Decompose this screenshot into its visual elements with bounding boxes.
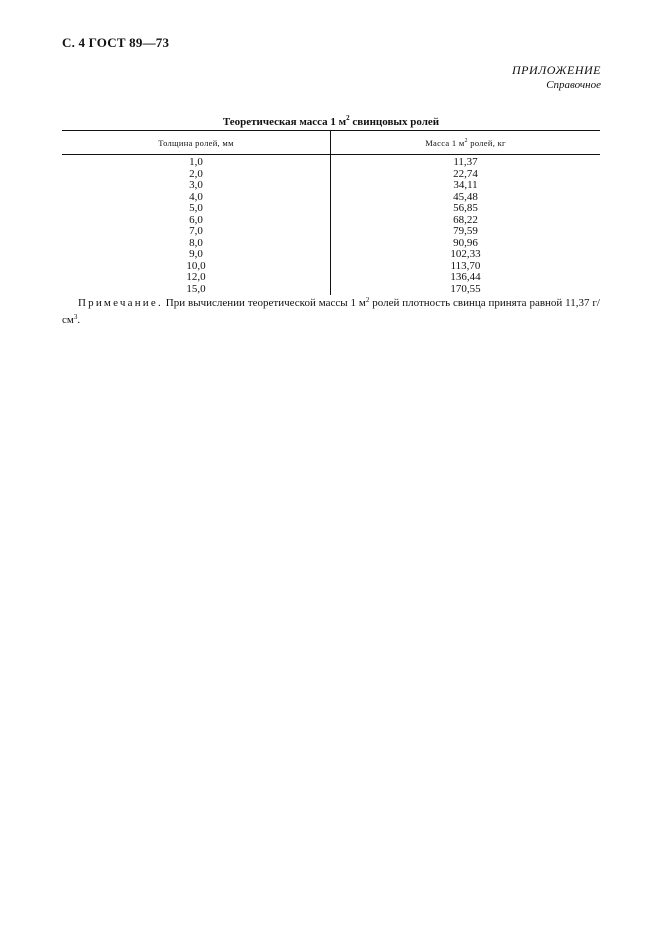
table-title-sup: 2	[346, 114, 350, 122]
thickness-cell: 3,0	[62, 180, 331, 192]
table-row	[62, 203, 600, 215]
mass-cell: 90,96	[453, 236, 478, 249]
appendix-block	[512, 63, 601, 91]
mass-cell: 136,44	[450, 271, 481, 284]
thickness-cell: 15,0	[62, 284, 331, 296]
table-row	[62, 272, 600, 284]
table-row	[62, 249, 600, 261]
note-text-part1: При вычислении теоретической массы 1 м	[162, 297, 366, 309]
mass-cell: 45,48	[453, 190, 478, 203]
mass-table	[62, 130, 600, 295]
mass-cell: 22,74	[453, 167, 478, 180]
table-body	[62, 155, 600, 296]
col-mass-header-sup: 2	[464, 137, 468, 144]
note-text-part2: ролей плотность свинца принята равной 11,37 г/см	[62, 297, 600, 326]
thickness-cell: 4,0	[62, 192, 331, 204]
col-mass-header-suffix: ролей, кг	[467, 137, 506, 148]
thickness-cell: 12,0	[62, 272, 331, 284]
note-text-end: .	[77, 314, 81, 326]
thickness-cell: 2,0	[62, 169, 331, 181]
mass-cell: 11,37	[453, 156, 478, 169]
col-mass-header	[331, 131, 601, 155]
mass-cell: 113,70	[450, 259, 481, 272]
note-label: Примечание.	[78, 297, 163, 309]
note-sup1: 2	[365, 296, 370, 304]
appendix-title: ПРИЛОЖЕНИЕ	[512, 63, 601, 77]
table-row	[62, 169, 600, 181]
thickness-cell: 9,0	[62, 249, 331, 261]
thickness-cell: 10,0	[62, 261, 331, 273]
table-header-row	[62, 131, 600, 155]
table-row	[62, 261, 600, 273]
mass-cell: 79,59	[453, 225, 478, 238]
mass-cell: 102,33	[450, 248, 481, 261]
table-row	[62, 192, 600, 204]
mass-cell: 56,85	[453, 202, 478, 215]
mass-cell: 34,11	[453, 179, 478, 192]
thickness-cell: 6,0	[62, 215, 331, 227]
table-title	[62, 114, 600, 128]
page-header: С. 4 ГОСТ 89—73	[62, 35, 170, 50]
mass-cell: 170,55	[450, 282, 481, 295]
thickness-cell: 5,0	[62, 203, 331, 215]
mass-cell: 68,22	[453, 213, 478, 226]
table-title-prefix: Теоретическая масса 1 м	[222, 116, 347, 128]
note-paragraph	[62, 293, 600, 327]
thickness-cell: 7,0	[62, 226, 331, 238]
table-row	[62, 155, 600, 169]
table-title-suffix: свинцовых ролей	[349, 116, 440, 128]
appendix-subtitle: Справочное	[546, 79, 601, 91]
note-sup2: 3	[73, 313, 78, 321]
col-mass-header-prefix: Масса 1 м	[425, 137, 465, 148]
thickness-cell: 1,0	[62, 155, 331, 169]
col-thickness-header: Толщина ролей, мм	[62, 131, 331, 155]
table-row	[62, 215, 600, 227]
table-row	[62, 180, 600, 192]
thickness-cell: 8,0	[62, 238, 331, 250]
table-row	[62, 226, 600, 238]
table-row	[62, 238, 600, 250]
